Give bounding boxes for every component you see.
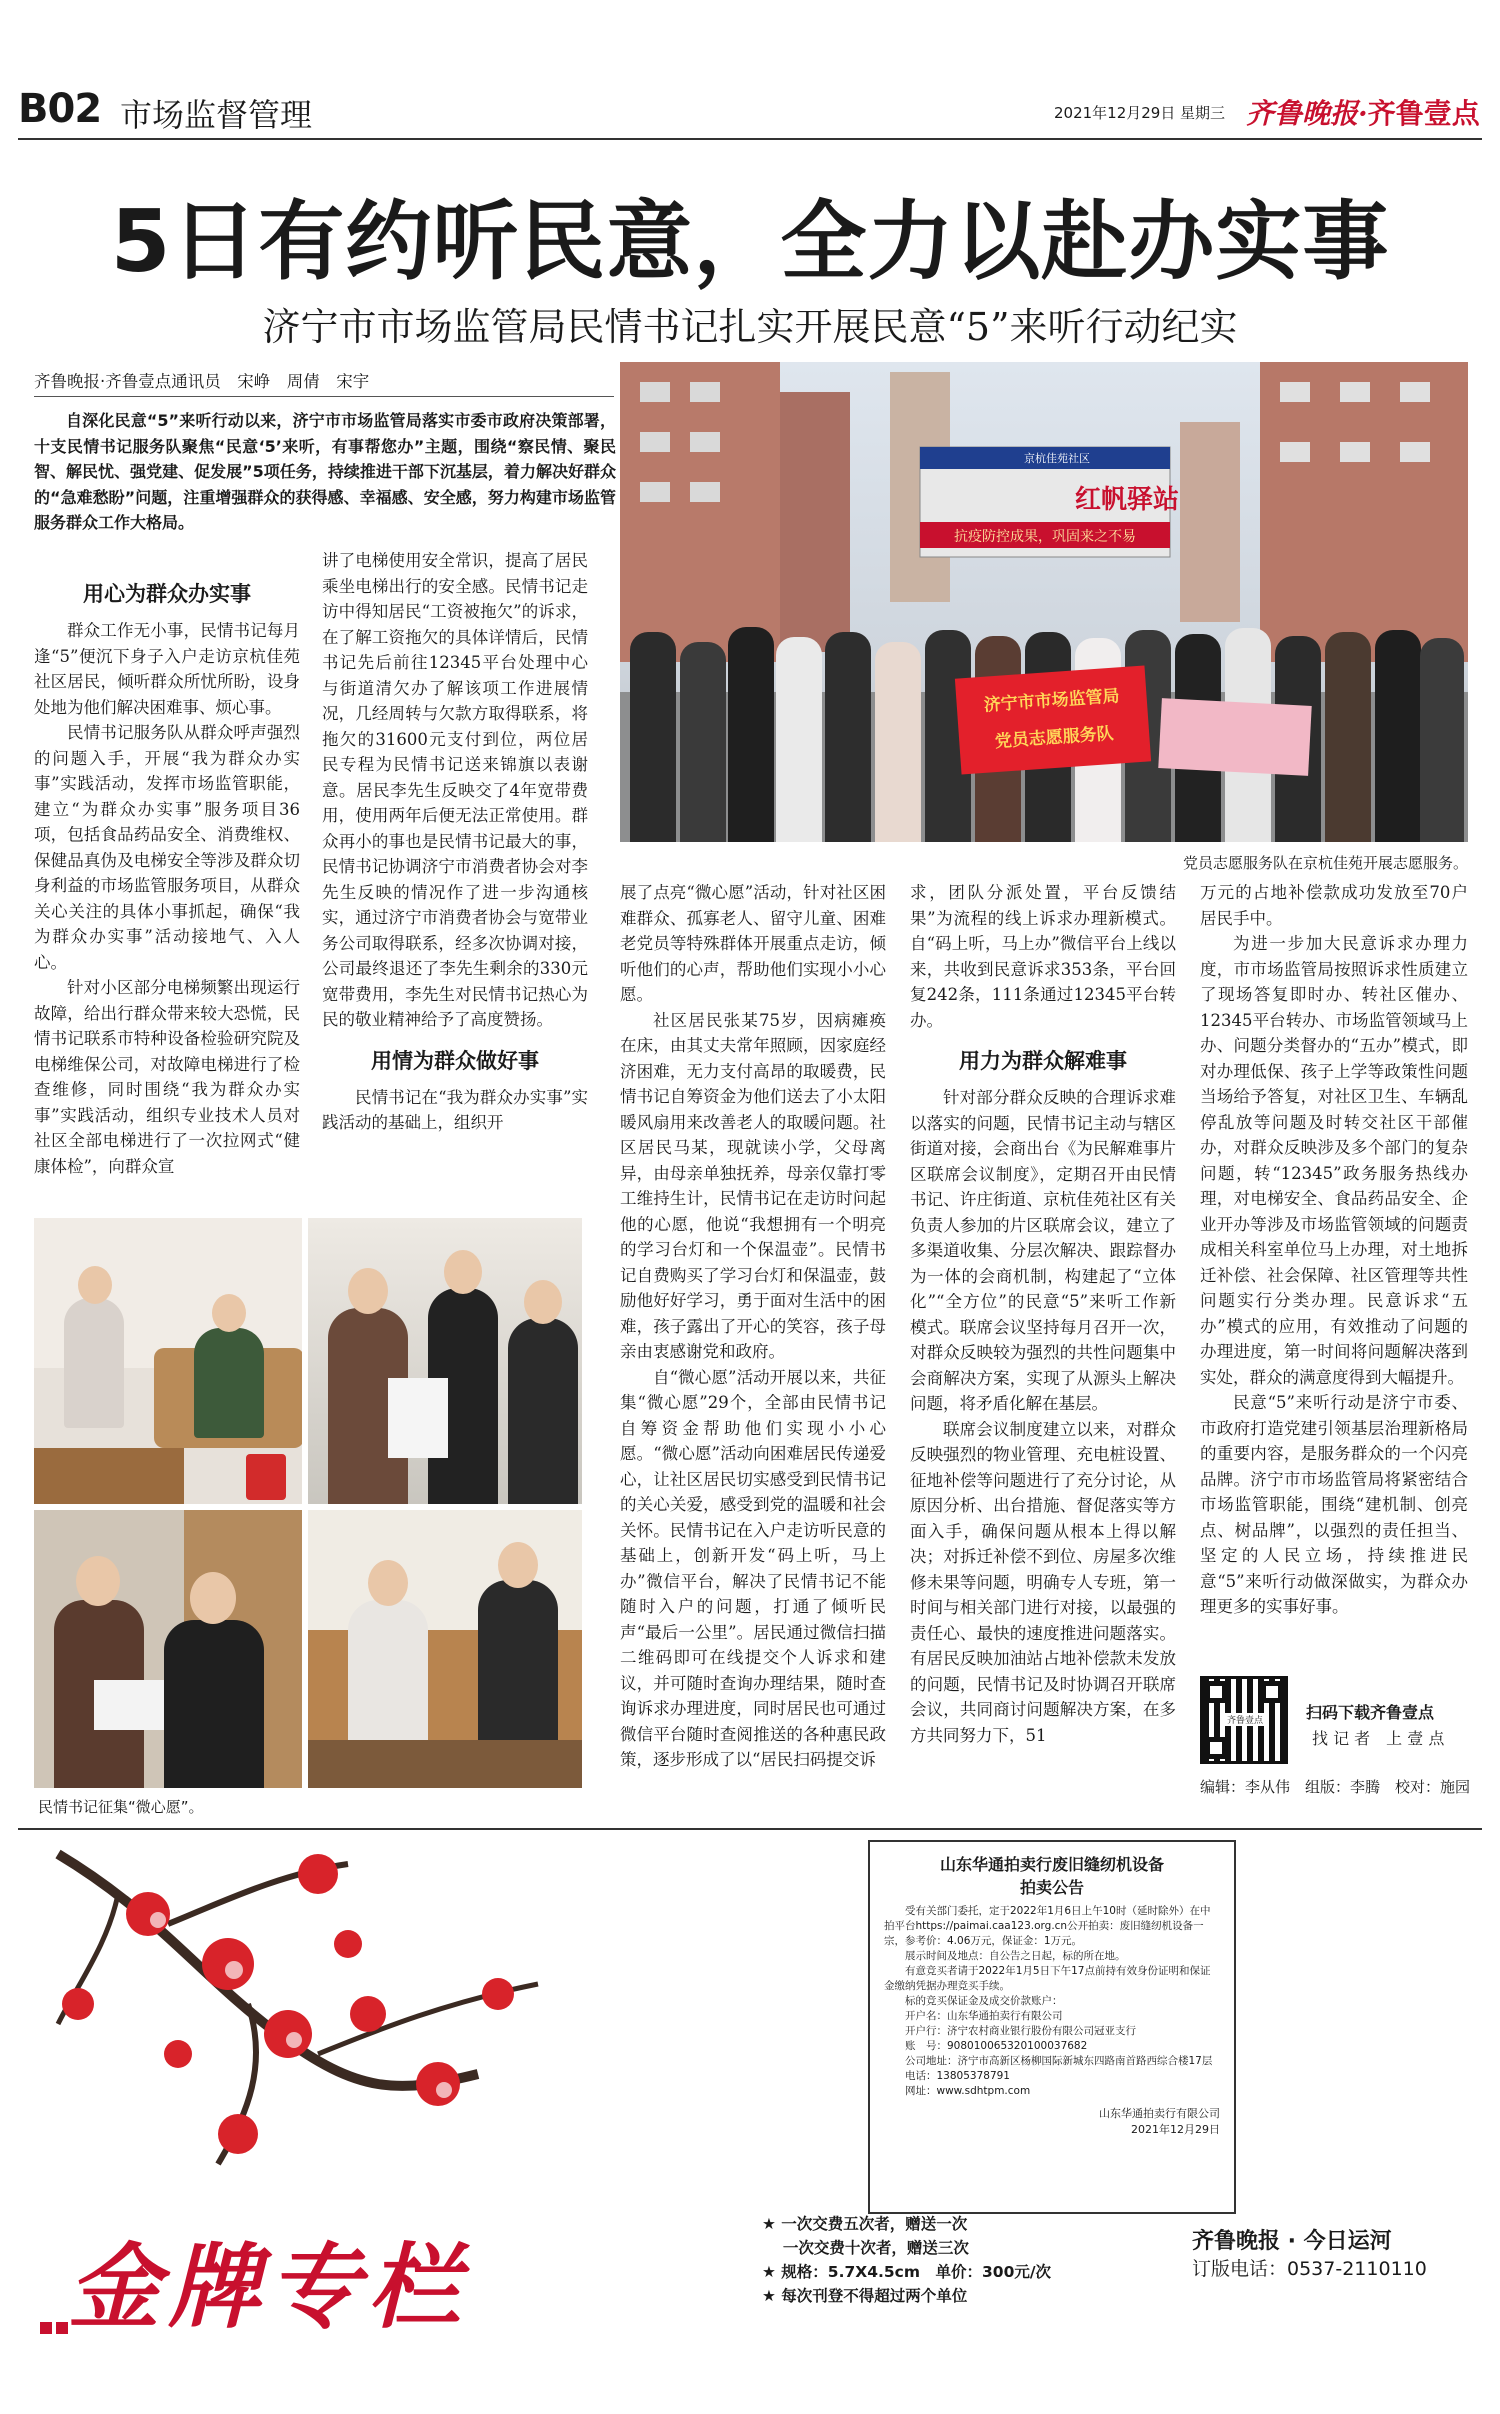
photo-person-head bbox=[498, 1542, 538, 1588]
photo-person-head bbox=[190, 1572, 236, 1624]
byline-rule bbox=[34, 396, 614, 397]
pricing-rule: ★ 规格：5.7X4.5cm 单价：300元/次 bbox=[762, 2263, 1052, 2281]
body-paragraph: 民情书记服务队从群众呼声强烈的问题入手，开展“我为群众办实事”实践活动，发挥市场监管职能，建立“为群众办实事”服务项目36项，包括食品药品安全、消费维权、保健品真伪及电梯安全等涉及群众切身利益的市场监管服务项目，从群众关心关注的具体小事抓起，确保“我为群众办实事”活动接地气、入人心。 bbox=[34, 723, 300, 972]
notice-title-1: 山东华通拍卖行废旧缝纫机设备 bbox=[939, 1855, 1164, 1874]
pricing-rule: ★ 一次交费五次者，赠送一次 bbox=[762, 2215, 968, 2233]
brand-name-1: 齐鲁晚报 bbox=[1246, 97, 1359, 130]
photo-grid-3 bbox=[34, 1510, 302, 1788]
ad-phone: 订版电话：0537-2110110 bbox=[1192, 2258, 1427, 2280]
photo-grid-1 bbox=[34, 1218, 302, 1504]
photo-paper bbox=[94, 1680, 164, 1730]
crowd-figure bbox=[825, 632, 871, 842]
crowd-figure bbox=[680, 642, 726, 842]
pink-banner bbox=[1158, 698, 1311, 776]
body-paragraph: 社区居民张某75岁，因病瘫痪在床，由其丈夫常年照顾，因家庭经济困难，无力支付高昂的取暖费，民情书记自筹资金为他们送去了小太阳暖风扇用来改善老人的取暖问题。社区居民马某，现就读小学，父母离异，由母亲单独抚养，母亲仅靠打零工维持生计，民情书记在走访时问起他的心愿，他说“我想拥有一个明亮的学习台灯和一个保温壶”。民情书记自费购买了学习台灯和保温壶，鼓励他好好学习，勇于面对生活中的困难，孩子露出了开心的笑容，孩子母亲由衷感谢党和政府。 bbox=[620, 1010, 886, 1361]
photo-grid-caption: 民情书记征集“微心愿”。 bbox=[38, 1798, 204, 1816]
subheadline: 济宁市市场监管局民情书记扎实开展民意“5”来听行动纪实 bbox=[262, 305, 1238, 349]
photo-person bbox=[64, 1298, 124, 1428]
article-column-5 bbox=[1200, 880, 1468, 1670]
section-heading-3: 用力为群众解难事 bbox=[959, 1049, 1127, 1073]
pricing-rule: 一次交费十次者，赠送三次 bbox=[762, 2239, 969, 2257]
crowd-figure bbox=[1375, 630, 1421, 842]
photo-table bbox=[308, 1740, 582, 1788]
notice-line: 网址：www.sdhtpm.com bbox=[905, 2085, 1031, 2097]
photo-person bbox=[508, 1318, 578, 1504]
notice-line: 标的竞买保证金及成交价款账户： bbox=[905, 1995, 1063, 2007]
brand-separator: · bbox=[1358, 97, 1368, 130]
photo-person-head bbox=[348, 1268, 388, 1314]
body-paragraph: 为进一步加大民意诉求办理力度，市市场监管局按照诉求性质建立了现场答复即时办、转社区催办、12345平台转办、市场监管领域马上办、问题分类督办的“五办”模式，即对办理低保、孩子上学等政策性问题当场给予答复，对社区卫生、车辆乱停乱放等问题及时转交社区干部催办，对群众反映涉及多个部门的复杂问题，转“12345”政务服务热线办理，对电梯安全、食品药品安全、企业开办等涉及市场监管领域的问题责成相关科室单位马上办理，对土地拆迁补偿、社会保障、社区管理等共性问题实行分类办理。民意诉求“五办”模式的应用，有效推动了问题的办理进度，第一时间将问题解决落到实处，群众的满意度得到大幅提升。 bbox=[1200, 934, 1468, 1387]
editors-credit: 编辑：李从伟 组版：李腾 校对：施园 bbox=[1200, 1778, 1471, 1796]
photo-person bbox=[194, 1328, 264, 1438]
notice-body bbox=[884, 1904, 1220, 2099]
body-paragraph: 讲了电梯使用安全常识，提高了居民乘坐电梯出行的安全感。民情书记走访中得知居民“工资被拖欠”的诉求，在了解工资拖欠的具体详情后，民情书记先后前往12345平台处理中心与街道清欠办了解该项工作进展情况，几经周转与欠款方取得联系，将拖欠的31600元支付到位，两位居民专程为民情书记送来锦旗以表谢意。居民李先生反映交了4年宽带费用，使用两年后便无法正常使用。群众再小的事也是民情书记最大的事，民情书记协调济宁市消费者协会对李先生反映的情况作了进一步沟通核实，通过济宁市消费者协会与宽带业务公司取得联系，经多次协调对接，公司最终退还了李先生剩余的330元宽带费用，李先生对民情书记热心为民的敬业精神给予了高度赞扬。 bbox=[322, 551, 588, 1029]
section-heading-1: 用心为群众办实事 bbox=[83, 582, 251, 606]
body-paragraph: 针对小区部分电梯频繁出现运行故障，给出行群众带来较大恐慌，民情书记联系市特种设备检验研究院及电梯维保公司，对故障电梯进行了检查维修，同时围绕“我为群众办实事”实践活动，组织专业技术人员对社区全部电梯进行了一次拉网式“健康体检”，向群众宣 bbox=[34, 978, 300, 1176]
photo-person bbox=[478, 1580, 558, 1740]
ad-section-rule bbox=[18, 1828, 1482, 1830]
photo-caption-main: 党员志愿服务队在京杭佳苑开展志愿服务。 bbox=[1182, 854, 1468, 872]
volunteer-banner bbox=[955, 665, 1151, 774]
body-paragraph: 展了点亮“微心愿”活动，针对社区困难群众、孤寡老人、留守儿童、困难老党员等特殊群体开展重点走访，倾听他们的心声，帮助他们实现小小心愿。 bbox=[620, 883, 886, 1004]
notice-line: 电话：13805378791 bbox=[905, 2070, 1010, 2082]
photo-red-bin bbox=[246, 1454, 286, 1500]
article-column-3 bbox=[620, 880, 886, 1830]
notice-line: 公司地址：济宁市高新区杨柳国际新城东四路南首路西综合楼17层 bbox=[905, 2055, 1213, 2067]
qr-center-label: 齐鲁壹点 bbox=[1225, 1713, 1265, 1726]
photo-volunteers bbox=[620, 362, 1468, 842]
article-column-2 bbox=[322, 548, 588, 1206]
notice-line: 展示时间及地点：自公告之日起，标的所在地。 bbox=[905, 1950, 1126, 1962]
notice-line: 受有关部门委托，定于2022年1月6日上午10时（延时除外）在中拍平台https://paimai.caa123.org.cn公开拍卖：废旧缝纫机设备一宗，参考价：4.06万元，保证金：1万元。 bbox=[884, 1905, 1211, 1947]
golden-column-title: 金牌专栏 bbox=[68, 2233, 469, 2341]
masthead-rule bbox=[18, 138, 1482, 140]
notice-line: 开户名：山东华通拍卖行有限公司 bbox=[905, 2010, 1063, 2022]
body-paragraph: 民情书记在“我为群众办实事”实践活动的基础上，组织开 bbox=[322, 1087, 588, 1132]
qr-download-text: 扫码下载齐鲁壹点 bbox=[1306, 1703, 1435, 1722]
photo-person-head bbox=[524, 1280, 562, 1324]
brand-name-2: 齐鲁壹点 bbox=[1367, 97, 1480, 130]
qr-finder bbox=[1205, 1681, 1227, 1703]
issue-date: 2021年12月29日 bbox=[1054, 104, 1176, 122]
notice-line: 账 号：908010065320100037682 bbox=[905, 2040, 1088, 2052]
lead-paragraph: 自深化民意“5”来听行动以来，济宁市市场监管局落实市委市政府决策部署，十支民情书记服务队聚焦“民意‘5’来听，有事帮您办”主题，围绕“察民情、聚民智、解民忧、强党建、促发展”5项任务，持续推进干部下沉基层，着力解决好群众的“急难愁盼”问题，注重增强群众的获得感、幸福感、安全感，努力构建市场监管服务群众工作大格局。 bbox=[34, 411, 616, 532]
notice-line: 有意竞买者请于2022年1月5日下午17点前持有效身份证明和保证金缴纳凭据办理竞买手续。 bbox=[884, 1965, 1211, 1992]
page-code: B02 bbox=[18, 86, 102, 132]
notice-title-2: 拍卖公告 bbox=[1019, 1878, 1084, 1897]
crowd-figure bbox=[728, 627, 774, 842]
body-paragraph: 群众工作无小事，民情书记每月逢“5”便沉下身子入户走访京杭佳苑社区居民，倾听群众所忧所盼，设身处地为他们解决困难事、烦心事。 bbox=[34, 621, 300, 717]
notice-sign-date: 2021年12月29日 bbox=[1131, 2123, 1220, 2136]
body-paragraph: 求，团队分派处置，平台反馈结果”为流程的线上诉求办理新模式。自“码上听，马上办”微信平台上线以来，共收到民意诉求353条，平台回复242条，111条通过12345平台转办。 bbox=[910, 883, 1176, 1030]
body-paragraph: 自“微心愿”活动开展以来，共征集“微心愿”29个，全部由民情书记自筹资金帮助他们实现小小心愿。“微心愿”活动向困难居民传递爱心，让社区居民切实感受到民情书记的关心关爱，感受到党的温暖和社会关怀。民情书记在入户走访听民意的基础上，创新开发“码上听，马上办”微信平台，解决了民情书记不能随时入户的问题，打通了倾听民声“最后一公里”。居民通过微信扫描二维码即可在线提交个人诉求和建议，并可随时查询办理结果，随时查询诉求办理进度，同时居民也可通过微信平台随时查阅推送的各种惠民政策，逐步形成了以“居民扫码提交诉 bbox=[620, 1367, 886, 1769]
photo-person-head bbox=[212, 1294, 246, 1332]
crowd-figure bbox=[630, 632, 676, 842]
notice-line: 开户行：济宁农村商业银行股份有限公司冠亚支行 bbox=[905, 2025, 1136, 2037]
banner-line-2: 党员志愿服务队 bbox=[994, 723, 1115, 753]
photo-person-head bbox=[76, 1556, 120, 1606]
brand-logo bbox=[1246, 92, 1480, 132]
red-slogan-banner: 抗疫防控成果，巩固来之不易 bbox=[954, 529, 1136, 545]
crowd-figure bbox=[1420, 638, 1464, 842]
masthead bbox=[0, 0, 1500, 134]
crowd-figure bbox=[1325, 632, 1371, 842]
pricing-rules bbox=[762, 2212, 1102, 2308]
section-label: 市场监督管理 bbox=[120, 96, 313, 134]
photo-white-bag bbox=[388, 1378, 448, 1458]
banner-line-1: 济宁市市场监管局 bbox=[983, 686, 1121, 716]
photo-person-head bbox=[368, 1560, 408, 1606]
ad-brand: 齐鲁晚报 · 今日运河 bbox=[1192, 2229, 1392, 2254]
body-paragraph: 民意“5”来听行动是济宁市委、市政府打造党建引领基层治理新格局的重要内容，是服务群众的一个闪亮品牌。济宁市市场监管局将紧密结合市场监管职能，围绕“建机制、创亮点、树品牌”，以强烈的责任担当、坚定的人民立场，持续推进民意“5”来听行动做深做实，为群众办理更多的实事好事。 bbox=[1200, 1393, 1468, 1616]
notice-signer: 山东华通拍卖行有限公司 bbox=[1099, 2107, 1220, 2120]
photo-table bbox=[34, 1448, 184, 1504]
crowd-figure bbox=[776, 637, 822, 842]
article-column-1 bbox=[34, 566, 300, 1206]
photo-grid-4 bbox=[308, 1510, 582, 1788]
photo-person-head bbox=[444, 1250, 482, 1294]
qr-finder bbox=[1205, 1737, 1227, 1759]
byline: 齐鲁晚报·齐鲁壹点通讯员 宋峥 周倩 宋宇 bbox=[34, 372, 370, 391]
photo-grid-2 bbox=[308, 1218, 582, 1504]
crowd-figure bbox=[875, 642, 921, 842]
photo-person bbox=[348, 1600, 428, 1750]
photo-person-head bbox=[78, 1266, 112, 1304]
pricing-rule: ★ 每次刊登不得超过两个单位 bbox=[762, 2287, 968, 2305]
body-paragraph: 万元的占地补偿款成功发放至70户居民手中。 bbox=[1200, 883, 1468, 928]
qr-code bbox=[1200, 1676, 1288, 1764]
ad-golden-column bbox=[18, 1834, 1482, 2394]
station-sign-small: 京杭佳苑社区 bbox=[1024, 452, 1090, 465]
qr-reporter-text: 找 记 者 上 壹 点 bbox=[1312, 1729, 1445, 1748]
body-paragraph: 针对部分群众反映的合理诉求难以落实的问题，民情书记主动与辖区街道对接，会商出台《为民解难事片区联席会议制度》，定期召开由民情书记、许庄街道、京杭佳苑社区有关负责人参加的片区联席会议，建立了多渠道收集、分层次解决、跟踪督办为一体的会商机制，构建起了“立体化”“全方位”的民意“5”来听工作新模式。联席会议坚持每月召开一次，对群众反映较为强烈的共性问题集中会商解决方案，实现了从源头上解决问题，将矛盾化解在基层。 bbox=[910, 1088, 1176, 1413]
article-column-4 bbox=[910, 880, 1176, 1830]
photo-person bbox=[164, 1620, 264, 1788]
body-paragraph: 联席会议制度建立以来，对群众反映强烈的物业管理、充电桩设置、征地补偿等问题进行了充分讨论，从原因分析、出台措施、督促落实等方面入手，确保问题从根本上得以解决；对拆迁补偿不到位、房屋多次维修未果等问题，明确专人专班，第一时间与相关部门进行对接，以最强的责任心、最快的速度推进问题落实。有居民反映加油站占地补偿款未发放的问题，民情书记及时协调召开联席会议，共同商讨问题解决方案，在多方共同努力下，51 bbox=[910, 1419, 1176, 1745]
issue-weekday: 星期三 bbox=[1180, 104, 1226, 122]
station-sign: 红帆驿站 bbox=[1075, 485, 1180, 515]
headline: 5日有约听民意，全力以赴办实事 bbox=[110, 192, 1390, 292]
auction-notice bbox=[868, 1840, 1236, 2214]
section-heading-2: 用情为群众做好事 bbox=[371, 1048, 539, 1073]
qr-finder bbox=[1261, 1681, 1283, 1703]
